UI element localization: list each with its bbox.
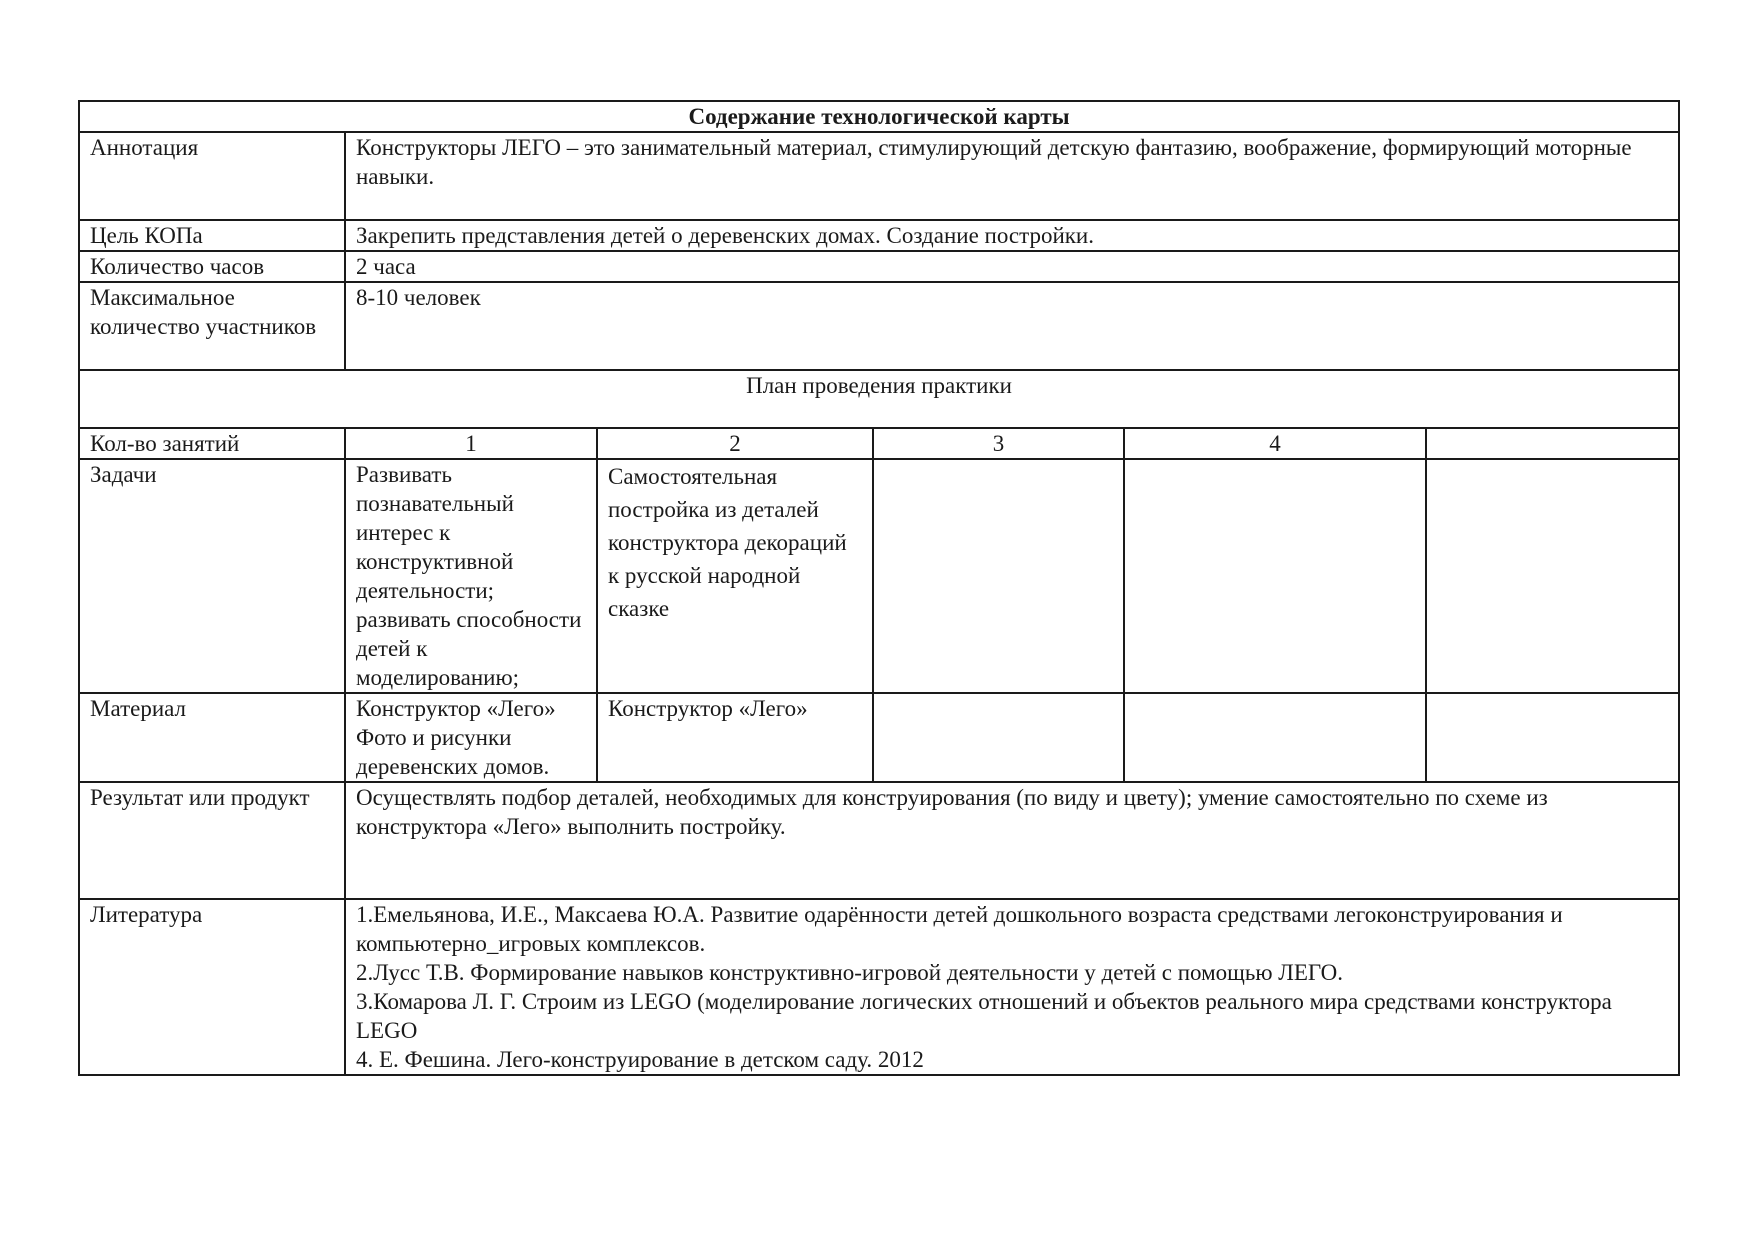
participants-row	[79, 282, 1679, 370]
tasks-label: Задачи	[79, 459, 345, 693]
task-cell-4	[1124, 459, 1426, 693]
material-cell-3	[873, 693, 1124, 782]
result-label: Результат или продукт	[79, 782, 345, 899]
literature-row	[79, 899, 1679, 1075]
hours-label: Количество часов	[79, 251, 345, 282]
participants-text: 8-10 человек	[345, 282, 1679, 370]
table-title: Содержание технологической карты	[79, 101, 1679, 132]
session-number-2: 2	[597, 428, 873, 459]
task-cell-3	[873, 459, 1124, 693]
literature-item-4: 4. Е. Фешина. Лего-конструирование в детском саду. 2012	[356, 1047, 924, 1072]
title-row	[79, 101, 1679, 132]
goal-text: Закрепить представления детей о деревенских домах. Создание постройки.	[345, 220, 1679, 251]
material-label: Материал	[79, 693, 345, 782]
material-row	[79, 693, 1679, 782]
sessions-label: Кол-во занятий	[79, 428, 345, 459]
hours-text: 2 часа	[345, 251, 1679, 282]
literature-item-2: 2.Лусс Т.В. Формирование навыков конструктивно-игровой деятельности у детей с помощью ЛЕГО.	[356, 960, 1344, 985]
task-cell-1: Развивать познавательный интерес к конструктивной деятельности; развивать способности детей к моделированию;	[345, 459, 597, 693]
hours-row	[79, 251, 1679, 282]
task-cell-5	[1426, 459, 1679, 693]
annotation-label: Аннотация	[79, 132, 345, 220]
literature-list	[345, 899, 1679, 1075]
material-cell-5	[1426, 693, 1679, 782]
result-row	[79, 782, 1679, 899]
session-number-4: 4	[1124, 428, 1426, 459]
participants-label: Максимальное количество участников	[79, 282, 345, 370]
plan-heading: План проведения практики	[79, 370, 1679, 428]
material-cell-1: Конструктор «Лего» Фото и рисунки деревенских домов.	[345, 693, 597, 782]
session-number-5	[1426, 428, 1679, 459]
result-text: Осуществлять подбор деталей, необходимых для конструирования (по виду и цвету); умение самостоятельно по схеме из конструктора «Лего» выполнить постройку.	[345, 782, 1679, 899]
literature-item-3: 3.Комарова Л. Г. Строим из LEGO (моделирование логических отношений и объектов реального мира средствами конструктора LEGO	[356, 989, 1612, 1043]
material-cell-2: Конструктор «Лего»	[597, 693, 873, 782]
tech-card-table	[78, 100, 1680, 1076]
material-cell-4	[1124, 693, 1426, 782]
literature-item-1: 1.Емельянова, И.Е., Максаева Ю.А. Развитие одарённости детей дошкольного возраста средствами легоконструирования и компьютерно_игровых комплексов.	[356, 902, 1563, 956]
session-number-3: 3	[873, 428, 1124, 459]
sessions-row	[79, 428, 1679, 459]
literature-label: Литература	[79, 899, 345, 1075]
annotation-row	[79, 132, 1679, 220]
task-cell-2: Самостоятельная постройка из деталей конструктора декораций к русской народной сказке	[597, 459, 873, 693]
goal-label: Цель КОПа	[79, 220, 345, 251]
tasks-row	[79, 459, 1679, 693]
session-number-1: 1	[345, 428, 597, 459]
plan-heading-row	[79, 370, 1679, 428]
annotation-text: Конструкторы ЛЕГО – это занимательный материал, стимулирующий детскую фантазию, воображение, формирующий моторные навыки.	[345, 132, 1679, 220]
goal-row	[79, 220, 1679, 251]
